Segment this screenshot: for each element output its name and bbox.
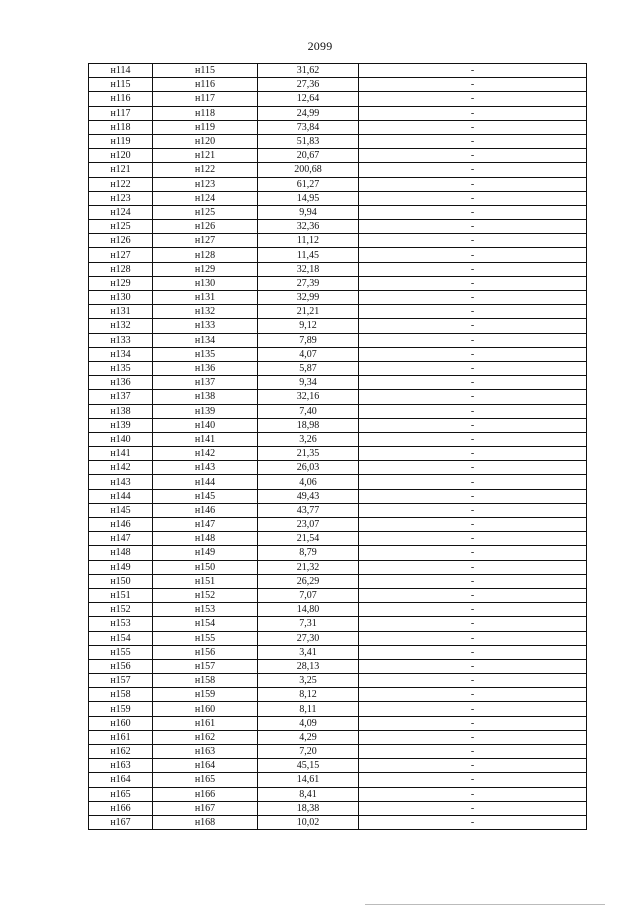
table-row [89, 248, 587, 262]
start-point-cell: н161 [89, 730, 153, 744]
end-point-cell: н152 [153, 588, 258, 602]
end-point-cell: н116 [153, 78, 258, 92]
note-cell: - [359, 177, 587, 191]
length-cell: 43,77 [258, 503, 359, 517]
end-point-cell: н118 [153, 106, 258, 120]
start-point-cell: н153 [89, 617, 153, 631]
length-cell: 21,54 [258, 532, 359, 546]
note-cell: - [359, 163, 587, 177]
start-point-cell: н122 [89, 177, 153, 191]
start-point-cell: н123 [89, 191, 153, 205]
end-point-cell: н166 [153, 787, 258, 801]
start-point-cell: н126 [89, 234, 153, 248]
end-point-cell: н155 [153, 631, 258, 645]
end-point-cell: н164 [153, 759, 258, 773]
start-point-cell: н134 [89, 347, 153, 361]
note-cell: - [359, 716, 587, 730]
table-row [89, 347, 587, 361]
note-cell: - [359, 688, 587, 702]
note-cell: - [359, 92, 587, 106]
start-point-cell: н150 [89, 574, 153, 588]
note-cell: - [359, 702, 587, 716]
note-cell: - [359, 361, 587, 375]
note-cell: - [359, 532, 587, 546]
note-cell: - [359, 815, 587, 829]
end-point-cell: н127 [153, 234, 258, 248]
start-point-cell: н135 [89, 361, 153, 375]
note-cell: - [359, 149, 587, 163]
table-row [89, 574, 587, 588]
table-row [89, 787, 587, 801]
note-cell: - [359, 376, 587, 390]
note-cell: - [359, 347, 587, 361]
end-point-cell: н143 [153, 461, 258, 475]
note-cell: - [359, 787, 587, 801]
note-cell: - [359, 64, 587, 78]
note-cell: - [359, 631, 587, 645]
start-point-cell: н142 [89, 461, 153, 475]
table-row [89, 191, 587, 205]
end-point-cell: н139 [153, 404, 258, 418]
length-cell: 9,34 [258, 376, 359, 390]
end-point-cell: н154 [153, 617, 258, 631]
table-row [89, 489, 587, 503]
end-point-cell: н117 [153, 92, 258, 106]
start-point-cell: н116 [89, 92, 153, 106]
start-point-cell: н138 [89, 404, 153, 418]
length-cell: 4,29 [258, 730, 359, 744]
table-row [89, 503, 587, 517]
end-point-cell: н125 [153, 205, 258, 219]
end-point-cell: н149 [153, 546, 258, 560]
table-row [89, 291, 587, 305]
table-row [89, 518, 587, 532]
end-point-cell: н148 [153, 532, 258, 546]
start-point-cell: н129 [89, 276, 153, 290]
end-point-cell: н131 [153, 291, 258, 305]
table-row [89, 376, 587, 390]
note-cell: - [359, 120, 587, 134]
note-cell: - [359, 191, 587, 205]
end-point-cell: н132 [153, 305, 258, 319]
length-cell: 32,16 [258, 390, 359, 404]
end-point-cell: н168 [153, 815, 258, 829]
length-cell: 4,06 [258, 475, 359, 489]
table-row [89, 659, 587, 673]
table-row [89, 688, 587, 702]
note-cell: - [359, 503, 587, 517]
table-row [89, 532, 587, 546]
end-point-cell: н153 [153, 603, 258, 617]
start-point-cell: н147 [89, 532, 153, 546]
length-cell: 8,41 [258, 787, 359, 801]
page-number: 2099 [307, 39, 333, 53]
start-point-cell: н151 [89, 588, 153, 602]
length-cell: 21,21 [258, 305, 359, 319]
start-point-cell: н158 [89, 688, 153, 702]
length-cell: 200,68 [258, 163, 359, 177]
note-cell: - [359, 489, 587, 503]
start-point-cell: н136 [89, 376, 153, 390]
length-cell: 20,67 [258, 149, 359, 163]
note-cell: - [359, 546, 587, 560]
start-point-cell: н165 [89, 787, 153, 801]
end-point-cell: н133 [153, 319, 258, 333]
start-point-cell: н164 [89, 773, 153, 787]
table-row [89, 120, 587, 134]
note-cell: - [359, 730, 587, 744]
start-point-cell: н132 [89, 319, 153, 333]
table-row [89, 220, 587, 234]
length-cell: 4,09 [258, 716, 359, 730]
note-cell: - [359, 773, 587, 787]
table-body [89, 64, 587, 830]
length-cell: 32,36 [258, 220, 359, 234]
start-point-cell: н141 [89, 447, 153, 461]
end-point-cell: н150 [153, 560, 258, 574]
table-row [89, 205, 587, 219]
start-point-cell: н163 [89, 759, 153, 773]
length-cell: 27,39 [258, 276, 359, 290]
start-point-cell: н121 [89, 163, 153, 177]
end-point-cell: н136 [153, 361, 258, 375]
length-cell: 4,07 [258, 347, 359, 361]
start-point-cell: н114 [89, 64, 153, 78]
table-row [89, 461, 587, 475]
table-row [89, 64, 587, 78]
length-cell: 12,64 [258, 92, 359, 106]
start-point-cell: н159 [89, 702, 153, 716]
length-cell: 3,41 [258, 645, 359, 659]
note-cell: - [359, 134, 587, 148]
note-cell: - [359, 674, 587, 688]
end-point-cell: н151 [153, 574, 258, 588]
length-cell: 26,03 [258, 461, 359, 475]
table-row [89, 276, 587, 290]
table-row [89, 588, 587, 602]
length-cell: 14,80 [258, 603, 359, 617]
start-point-cell: н124 [89, 205, 153, 219]
length-cell: 8,12 [258, 688, 359, 702]
note-cell: - [359, 801, 587, 815]
start-point-cell: н117 [89, 106, 153, 120]
table-row [89, 163, 587, 177]
length-cell: 32,99 [258, 291, 359, 305]
length-cell: 24,99 [258, 106, 359, 120]
table-row [89, 759, 587, 773]
table-row [89, 716, 587, 730]
end-point-cell: н129 [153, 262, 258, 276]
length-cell: 7,89 [258, 333, 359, 347]
end-point-cell: н119 [153, 120, 258, 134]
table-row [89, 447, 587, 461]
table-row [89, 745, 587, 759]
table-row [89, 603, 587, 617]
length-cell: 45,15 [258, 759, 359, 773]
start-point-cell: н162 [89, 745, 153, 759]
end-point-cell: н157 [153, 659, 258, 673]
start-point-cell: н133 [89, 333, 153, 347]
length-cell: 9,94 [258, 205, 359, 219]
end-point-cell: н156 [153, 645, 258, 659]
end-point-cell: н163 [153, 745, 258, 759]
start-point-cell: н125 [89, 220, 153, 234]
table-row [89, 773, 587, 787]
length-cell: 7,20 [258, 745, 359, 759]
length-cell: 49,43 [258, 489, 359, 503]
end-point-cell: н120 [153, 134, 258, 148]
note-cell: - [359, 645, 587, 659]
table-row [89, 801, 587, 815]
length-cell: 5,87 [258, 361, 359, 375]
table-row [89, 149, 587, 163]
length-cell: 61,27 [258, 177, 359, 191]
start-point-cell: н154 [89, 631, 153, 645]
table-row [89, 475, 587, 489]
note-cell: - [359, 234, 587, 248]
note-cell: - [359, 205, 587, 219]
length-cell: 7,07 [258, 588, 359, 602]
end-point-cell: н134 [153, 333, 258, 347]
table-row [89, 234, 587, 248]
length-cell: 21,32 [258, 560, 359, 574]
note-cell: - [359, 461, 587, 475]
end-point-cell: н165 [153, 773, 258, 787]
note-cell: - [359, 617, 587, 631]
length-cell: 28,13 [258, 659, 359, 673]
end-point-cell: н115 [153, 64, 258, 78]
table-row [89, 319, 587, 333]
end-point-cell: н145 [153, 489, 258, 503]
start-point-cell: н148 [89, 546, 153, 560]
note-cell: - [359, 248, 587, 262]
start-point-cell: н157 [89, 674, 153, 688]
start-point-cell: н130 [89, 291, 153, 305]
end-point-cell: н158 [153, 674, 258, 688]
start-point-cell: н152 [89, 603, 153, 617]
note-cell: - [359, 588, 587, 602]
length-cell: 14,61 [258, 773, 359, 787]
table-row [89, 645, 587, 659]
table-row [89, 730, 587, 744]
start-point-cell: н140 [89, 432, 153, 446]
note-cell: - [359, 603, 587, 617]
length-cell: 51,83 [258, 134, 359, 148]
end-point-cell: н124 [153, 191, 258, 205]
length-cell: 21,35 [258, 447, 359, 461]
table-row [89, 546, 587, 560]
end-point-cell: н144 [153, 475, 258, 489]
length-cell: 18,98 [258, 418, 359, 432]
table-row [89, 390, 587, 404]
length-cell: 27,30 [258, 631, 359, 645]
note-cell: - [359, 745, 587, 759]
note-cell: - [359, 390, 587, 404]
start-point-cell: н137 [89, 390, 153, 404]
table-row [89, 305, 587, 319]
length-cell: 10,02 [258, 815, 359, 829]
start-point-cell: н127 [89, 248, 153, 262]
table-row [89, 702, 587, 716]
note-cell: - [359, 291, 587, 305]
note-cell: - [359, 333, 587, 347]
note-cell: - [359, 574, 587, 588]
start-point-cell: н144 [89, 489, 153, 503]
start-point-cell: н166 [89, 801, 153, 815]
note-cell: - [359, 518, 587, 532]
start-point-cell: н155 [89, 645, 153, 659]
end-point-cell: н160 [153, 702, 258, 716]
end-point-cell: н146 [153, 503, 258, 517]
end-point-cell: н141 [153, 432, 258, 446]
length-cell: 27,36 [258, 78, 359, 92]
length-cell: 8,11 [258, 702, 359, 716]
note-cell: - [359, 404, 587, 418]
end-point-cell: н137 [153, 376, 258, 390]
start-point-cell: н120 [89, 149, 153, 163]
note-cell: - [359, 432, 587, 446]
table-row [89, 404, 587, 418]
length-cell: 9,12 [258, 319, 359, 333]
note-cell: - [359, 106, 587, 120]
end-point-cell: н123 [153, 177, 258, 191]
table-row [89, 262, 587, 276]
end-point-cell: н167 [153, 801, 258, 815]
start-point-cell: н167 [89, 815, 153, 829]
note-cell: - [359, 276, 587, 290]
table-row [89, 674, 587, 688]
note-cell: - [359, 447, 587, 461]
note-cell: - [359, 759, 587, 773]
note-cell: - [359, 560, 587, 574]
length-cell: 11,12 [258, 234, 359, 248]
end-point-cell: н159 [153, 688, 258, 702]
table-row [89, 631, 587, 645]
length-cell: 26,29 [258, 574, 359, 588]
length-cell: 14,95 [258, 191, 359, 205]
start-point-cell: н146 [89, 518, 153, 532]
note-cell: - [359, 659, 587, 673]
note-cell: - [359, 475, 587, 489]
length-cell: 32,18 [258, 262, 359, 276]
start-point-cell: н156 [89, 659, 153, 673]
length-cell: 23,07 [258, 518, 359, 532]
end-point-cell: н126 [153, 220, 258, 234]
start-point-cell: н149 [89, 560, 153, 574]
note-cell: - [359, 262, 587, 276]
table-row [89, 106, 587, 120]
table-row [89, 134, 587, 148]
table-row [89, 560, 587, 574]
table-row [89, 418, 587, 432]
start-point-cell: н128 [89, 262, 153, 276]
length-cell: 11,45 [258, 248, 359, 262]
start-point-cell: н119 [89, 134, 153, 148]
end-point-cell: н147 [153, 518, 258, 532]
table-row [89, 617, 587, 631]
table-row [89, 177, 587, 191]
length-cell: 7,40 [258, 404, 359, 418]
end-point-cell: н140 [153, 418, 258, 432]
length-cell: 8,79 [258, 546, 359, 560]
end-point-cell: н130 [153, 276, 258, 290]
note-cell: - [359, 305, 587, 319]
table-row [89, 92, 587, 106]
start-point-cell: н118 [89, 120, 153, 134]
end-point-cell: н162 [153, 730, 258, 744]
table-row [89, 432, 587, 446]
length-cell: 3,26 [258, 432, 359, 446]
start-point-cell: н115 [89, 78, 153, 92]
table-row [89, 78, 587, 92]
length-cell: 18,38 [258, 801, 359, 815]
length-cell: 7,31 [258, 617, 359, 631]
end-point-cell: н121 [153, 149, 258, 163]
table-row [89, 333, 587, 347]
start-point-cell: н143 [89, 475, 153, 489]
note-cell: - [359, 78, 587, 92]
table-row [89, 815, 587, 829]
note-cell: - [359, 418, 587, 432]
length-cell: 73,84 [258, 120, 359, 134]
note-cell: - [359, 319, 587, 333]
boundary-segments-table [88, 63, 587, 830]
note-cell: - [359, 220, 587, 234]
table-row [89, 361, 587, 375]
start-point-cell: н160 [89, 716, 153, 730]
end-point-cell: н161 [153, 716, 258, 730]
length-cell: 3,25 [258, 674, 359, 688]
end-point-cell: н128 [153, 248, 258, 262]
length-cell: 31,62 [258, 64, 359, 78]
end-point-cell: н135 [153, 347, 258, 361]
end-point-cell: н142 [153, 447, 258, 461]
start-point-cell: н131 [89, 305, 153, 319]
start-point-cell: н145 [89, 503, 153, 517]
start-point-cell: н139 [89, 418, 153, 432]
end-point-cell: н138 [153, 390, 258, 404]
end-point-cell: н122 [153, 163, 258, 177]
